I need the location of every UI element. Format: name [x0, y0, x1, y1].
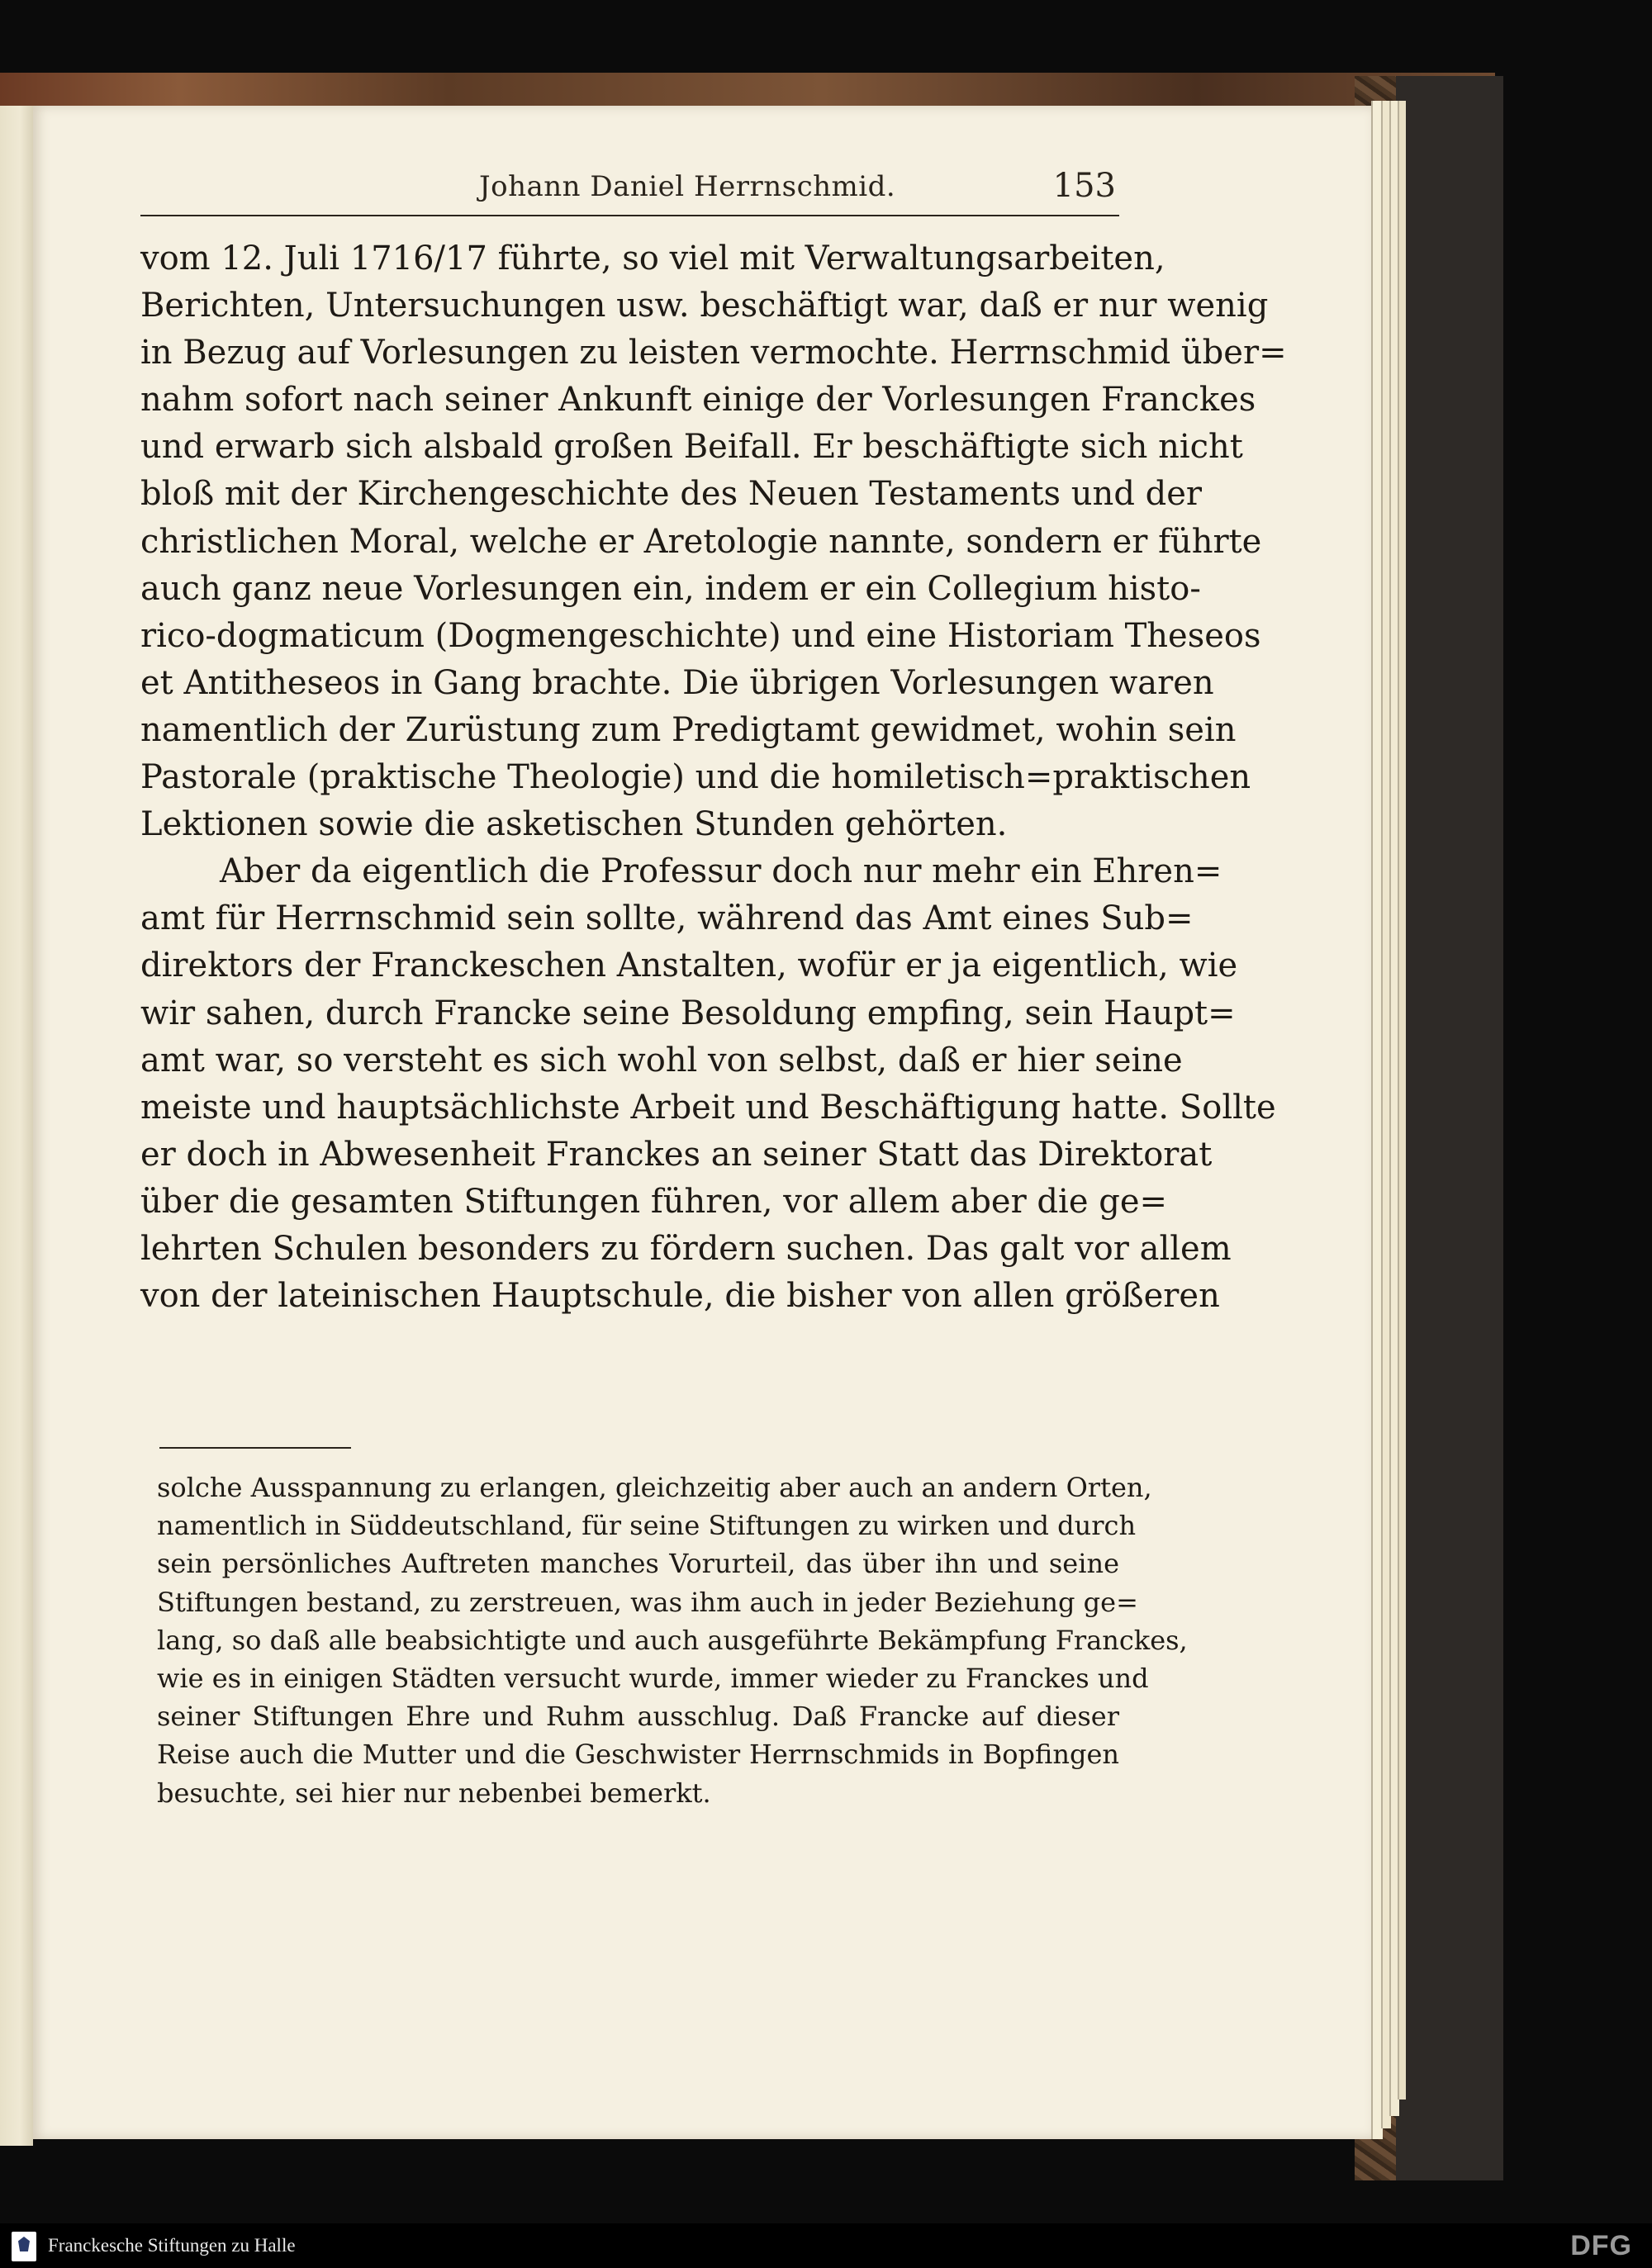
footnote-line: namentlich in Süddeutschland, für seine Stiftungen zu wirken und durch [157, 1510, 1137, 1542]
footnote-line: seiner Stiftungen Ehre und Ruhm ausschlug. Daß Francke auf dieser [157, 1701, 1119, 1733]
text-line: vom 12. Juli 1716/17 führte, so viel mit Verwaltungsarbeiten, [140, 240, 1165, 278]
footnote-line: sein persönliches Auftreten manches Vorurteil, das über ihn und seine [157, 1548, 1119, 1580]
text-line: amt war, so versteht es sich wohl von selbst, daß er hier seine [140, 1041, 1183, 1079]
text-line: amt für Herrnschmid sein sollte, während das Amt eines Sub= [140, 899, 1194, 938]
text-line: in Bezug auf Vorlesungen zu leisten vermochte. Herrnschmid über= [140, 334, 1287, 372]
text-line: direktors der Franckeschen Anstalten, wofür er ja eigentlich, wie [140, 947, 1238, 985]
book-cover-outer-edge [1396, 76, 1503, 2180]
footnote-line: solche Ausspannung zu erlangen, gleichzeitig aber auch an andern Orten, [157, 1472, 1152, 1503]
text-line: christlichen Moral, welche er Aretologie nannte, sondern er führte [140, 522, 1262, 561]
text-line-paragraph-start: Aber da eigentlich die Professur doch nur mehr ein Ehren= [220, 852, 1222, 891]
text-line: Berichten, Untersuchungen usw. beschäftigt war, daß er nur wenig [140, 287, 1269, 325]
footnote-line: lang, so daß alle beabsichtigte und auch ausgeführte Bekämpfung Franckes, [157, 1624, 1188, 1656]
footnote-rule [159, 1447, 351, 1449]
running-head [140, 165, 1119, 211]
header-rule [140, 215, 1119, 216]
footnote-line: besuchte, sei hier nur nebenbei bemerkt. [157, 1777, 711, 1809]
text-line: meiste und hauptsächlichste Arbeit und Beschäftigung hatte. Sollte [140, 1088, 1276, 1127]
text-line: lehrten Schulen besonders zu fördern suchen. Das galt vor allem [140, 1229, 1232, 1268]
footnote [157, 1469, 1188, 1812]
text-line: nahm sofort nach seiner Ankunft einige der Vorlesungen Franckes [140, 381, 1256, 420]
page-number: 153 [1052, 167, 1116, 205]
footnote-line: Reise auch die Mutter und die Geschwister Herrnschmids in Bopfingen [157, 1739, 1119, 1771]
text-line: rico-dogmaticum (Dogmengeschichte) und eine Historiam Theseos [140, 616, 1261, 655]
footnote-line: Stiftungen bestand, zu zerstreuen, was ihm auch in jeder Beziehung ge= [157, 1586, 1138, 1618]
text-line: wir sahen, durch Francke seine Besoldung empfing, sein Haupt= [140, 994, 1236, 1032]
text-line: et Antitheseos in Gang brachte. Die übrigen Vorlesungen waren [140, 663, 1214, 702]
text-line: namentlich der Zurüstung zum Predigtamt gewidmet, wohin sein [140, 710, 1237, 749]
page-stack-edge [1398, 101, 1406, 2100]
text-line: über die gesamten Stiftungen führen, vor allem aber die ge= [140, 1182, 1168, 1221]
text-line: auch ganz neue Vorlesungen ein, indem er ein Collegium histo- [140, 569, 1201, 608]
text-line: von der lateinischen Hauptschule, die bisher von allen größeren [140, 1277, 1220, 1316]
text-line: er doch in Abwesenheit Franckes an seiner Statt das Direktorat [140, 1135, 1213, 1174]
text-line: Pastorale (praktische Theologie) und die homiletisch=praktischen [140, 758, 1251, 797]
body-text [140, 235, 1287, 1320]
facing-page-fragment [0, 106, 33, 2146]
text-line: bloß mit der Kirchengeschichte des Neuen Testaments und der [140, 475, 1203, 514]
running-title: Johann Daniel Herrnschmid. [479, 170, 896, 203]
footnote-line: wie es in einigen Städten versucht wurde, immer wieder zu Franckes und [157, 1662, 1149, 1694]
dfg-logo[interactable]: DFG [1570, 2230, 1632, 2261]
institution-logo-icon[interactable] [12, 2232, 36, 2261]
viewer-footer-bar [0, 2223, 1652, 2268]
institution-name[interactable]: Franckesche Stiftungen zu Halle [48, 2235, 296, 2256]
text-line: Lektionen sowie die asketischen Stunden gehörten. [140, 805, 1008, 844]
text-line: und erwarb sich alsbald großen Beifall. Er beschäftigte sich nicht [140, 428, 1243, 467]
